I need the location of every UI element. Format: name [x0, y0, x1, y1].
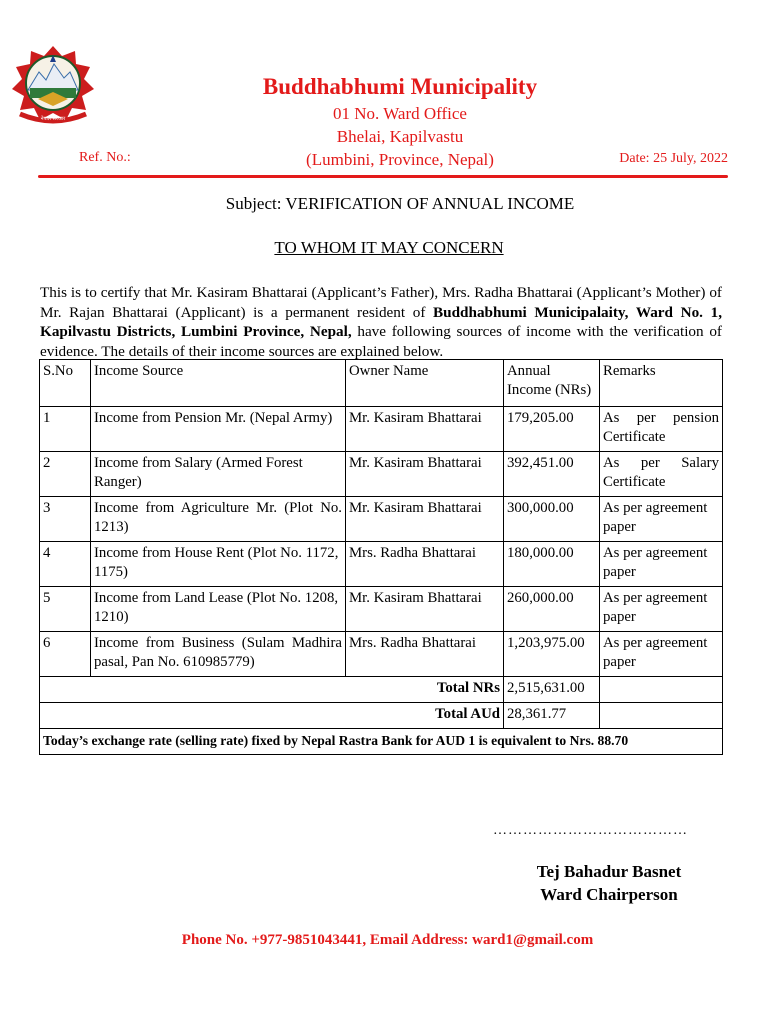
table-row: [40, 497, 723, 542]
exchange-rate-row: [40, 729, 723, 755]
row-owner: Mr. Kasiram Bhattarai: [346, 407, 504, 452]
row-sno: 5: [40, 587, 91, 632]
total-aud-label: Total AUd: [40, 703, 504, 729]
row-amount: 260,000.00: [504, 587, 600, 632]
total-aud-remarks: [600, 703, 723, 729]
row-amount: 179,205.00: [504, 407, 600, 452]
income-table: [39, 359, 723, 755]
header-remarks: Remarks: [600, 360, 723, 407]
org-name: Buddhabhumi Municipality: [262, 74, 538, 99]
row-sno: 2: [40, 452, 91, 497]
row-source: Income from House Rent (Plot No. 1172, 1175): [91, 542, 346, 587]
signatory-name: Tej Bahadur Basnet: [536, 862, 682, 881]
row-owner: Mr. Kasiram Bhattarai: [346, 497, 504, 542]
row-source: Income from Land Lease (Plot No. 1208, 1210): [91, 587, 346, 632]
emblem-text: नेपाल सरकार: [40, 116, 66, 122]
body-address: Buddhabhumi Municipalaity, Ward No. 1, Kapilvastu Districts, Lumbini Province, Nepal,: [40, 303, 722, 340]
contact-info: Phone No. +977-9851043441, Email Address: ward1@gmail.com: [181, 932, 594, 948]
row-remarks: As per agreement paper: [600, 587, 723, 632]
header-sno: S.No: [40, 360, 91, 407]
row-remarks: As per agreement paper: [600, 497, 723, 542]
header-annual-income: Annual Income (NRs): [504, 360, 600, 407]
row-amount: 392,451.00: [504, 452, 600, 497]
row-owner: Mrs. Radha Bhattarai: [346, 542, 504, 587]
row-owner: Mr. Kasiram Bhattarai: [346, 452, 504, 497]
row-sno: 1: [40, 407, 91, 452]
table-header-row: [40, 360, 723, 407]
header-source: Income Source: [91, 360, 346, 407]
body-text-2: have following sources of income with the verification of evidence. The details of their income sources are explained below.: [40, 323, 722, 360]
header-owner: Owner Name: [346, 360, 504, 407]
row-source: Income from Agriculture Mr. (Plot No. 1213): [91, 497, 346, 542]
total-aud-row: [40, 703, 723, 729]
subject-line: Subject: VERIFICATION OF ANNUAL INCOME: [225, 194, 575, 213]
table-row: [40, 632, 723, 677]
table-row: [40, 587, 723, 632]
row-remarks: As per pension Certificate: [600, 407, 723, 452]
total-nrs-remarks: [600, 677, 723, 703]
total-nrs-value: 2,515,631.00: [504, 677, 600, 703]
row-amount: 180,000.00: [504, 542, 600, 587]
signature-line: …………………………………: [493, 823, 688, 838]
exchange-rate-note: Today’s exchange rate (selling rate) fixed by Nepal Rastra Bank for AUD 1 is equivalent to Nrs. 88.70: [40, 729, 723, 755]
office-province: (Lumbini, Province, Nepal): [306, 150, 494, 169]
row-remarks: As per Salary Certificate: [600, 452, 723, 497]
header-divider: [38, 175, 728, 178]
row-amount: 1,203,975.00: [504, 632, 600, 677]
body-paragraph: [40, 283, 722, 361]
body-text-1: This is to certify that Mr. Kasiram Bhattarai (Applicant’s Father), Mrs. Radha Bhattarai (Applicant’s Mother) of Mr. Rajan Bhattarai (Applicant) is a permanent resident of: [40, 284, 722, 321]
row-remarks: As per agreement paper: [600, 542, 723, 587]
salutation: TO WHOM IT MAY CONCERN: [274, 238, 504, 257]
signatory-title: Ward Chairperson: [540, 885, 678, 904]
letter-date: Date: 25 July, 2022: [619, 151, 728, 166]
row-sno: 6: [40, 632, 91, 677]
row-sno: 3: [40, 497, 91, 542]
row-source: Income from Salary (Armed Forest Ranger): [91, 452, 346, 497]
row-source: Income from Business (Sulam Madhira pasal, Pan No. 610985779): [91, 632, 346, 677]
total-nrs-row: [40, 677, 723, 703]
row-remarks: As per agreement paper: [600, 632, 723, 677]
table-row: [40, 542, 723, 587]
row-owner: Mr. Kasiram Bhattarai: [346, 587, 504, 632]
table-row: [40, 407, 723, 452]
office-name: 01 No. Ward Office: [333, 104, 467, 123]
row-owner: Mrs. Radha Bhattarai: [346, 632, 504, 677]
total-aud-value: 28,361.77: [504, 703, 600, 729]
total-nrs-label: Total NRs: [40, 677, 504, 703]
table-row: [40, 452, 723, 497]
ref-number: Ref. No.:: [79, 150, 131, 165]
row-sno: 4: [40, 542, 91, 587]
row-amount: 300,000.00: [504, 497, 600, 542]
office-location: Bhelai, Kapilvastu: [336, 127, 464, 146]
row-source: Income from Pension Mr. (Nepal Army): [91, 407, 346, 452]
